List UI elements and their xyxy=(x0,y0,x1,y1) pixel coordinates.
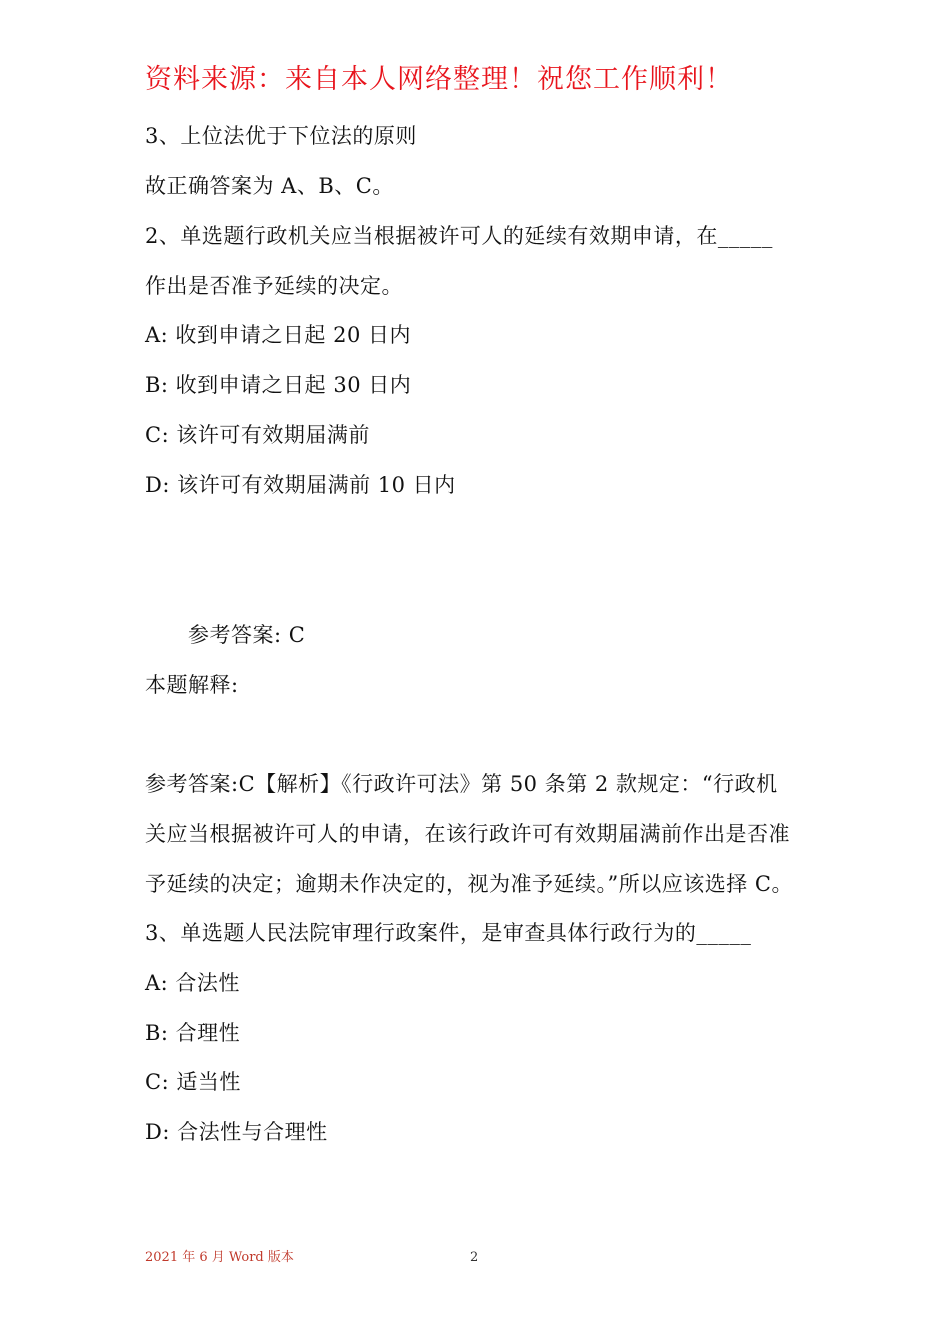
question-2-option-b: B: 收到申请之日起 30 日内 xyxy=(145,373,412,397)
question-2-explanation-line-3: 予延续的决定；逾期未作决定的，视为准予延续。”所以应该选择 C。 xyxy=(145,872,793,896)
question-2-explanation-line-1: 参考答案:C【解析】《行政许可法》第 50 条第 2 款规定：“行政机 xyxy=(145,772,778,796)
question-2-reference-answer: 参考答案: C xyxy=(188,623,306,647)
question-3-option-c: C: 适当性 xyxy=(145,1070,241,1094)
footer-date-version: 2021 年 6 月 Word 版本 xyxy=(145,1250,294,1265)
question-3-option-b: B: 合理性 xyxy=(145,1021,241,1045)
question-2-explanation-line-2: 关应当根据被许可人的申请，在该行政许可有效期届满前作出是否准 xyxy=(145,822,790,846)
question-2-option-d: D: 该许可有效期届满前 10 日内 xyxy=(145,473,456,497)
question-3-stem: 3、单选题人民法院审理行政案件，是审查具体行政行为的_____ xyxy=(145,921,752,945)
question-2-stem-line-1: 2、单选题行政机关应当根据被许可人的延续有效期申请，在_____ xyxy=(145,224,773,248)
question-2-explanation-label: 本题解释: xyxy=(145,673,239,697)
question-2-stem-line-2: 作出是否准予延续的决定。 xyxy=(145,274,403,298)
question-3-option-d: D: 合法性与合理性 xyxy=(145,1120,328,1144)
source-notice-header: 资料来源：来自本人网络整理！祝您工作顺利！ xyxy=(145,64,733,95)
previous-answer-text: 故正确答案为 A、B、C。 xyxy=(145,174,394,198)
question-2-option-a: A: 收到申请之日起 20 日内 xyxy=(145,323,411,347)
question-2-option-c: C: 该许可有效期届满前 xyxy=(145,423,370,447)
question-3-option-a: A: 合法性 xyxy=(145,971,240,995)
footer-page-number: 2 xyxy=(470,1250,479,1265)
previous-item-text: 3、上位法优于下位法的原则 xyxy=(145,124,417,148)
